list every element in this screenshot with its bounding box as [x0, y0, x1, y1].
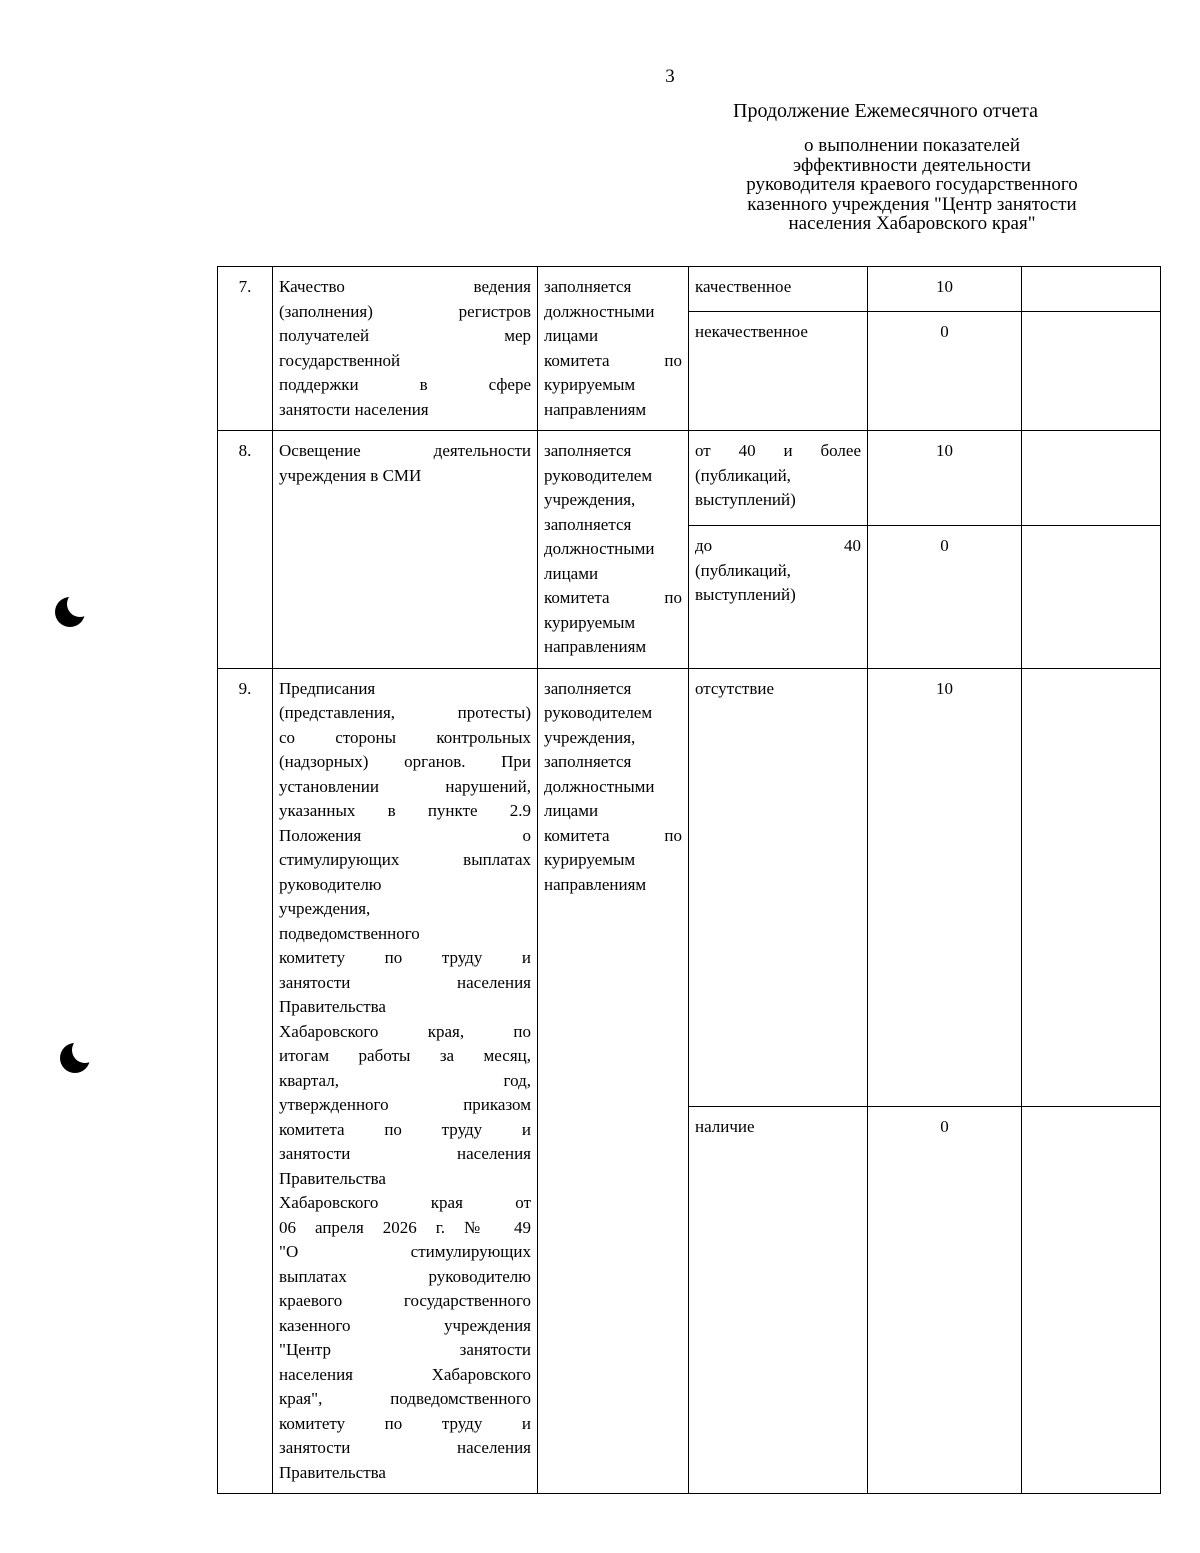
- criterion-text-line: (публикаций,: [695, 560, 791, 580]
- indicator-text-line: края", подведомственного: [279, 1389, 531, 1408]
- actual-value-cell: [1022, 526, 1161, 669]
- filled-by-text-line: должностными: [544, 539, 655, 558]
- filled-by-text-line: направлениям: [544, 874, 647, 894]
- filled-by-text-line: заполняется: [544, 678, 632, 698]
- criterion-text-line: выступлений): [695, 490, 796, 509]
- row-number: 8.: [218, 431, 273, 669]
- indicator-cell: [273, 668, 538, 1494]
- subtitle-line: руководителя краевого государственного: [746, 174, 1078, 195]
- criterion-text-line: выступлений): [695, 585, 796, 604]
- indicator-text-line: "О стимулирующих: [279, 1242, 531, 1261]
- indicator-text-line: руководителю: [279, 874, 382, 894]
- row-number: 7.: [218, 267, 273, 431]
- indicator-text-line: утвержденного приказом: [279, 1095, 531, 1114]
- criterion-text-line: от 40 и более: [695, 441, 861, 460]
- indicator-text-line: выплатах руководителю: [279, 1266, 531, 1286]
- indicator-text-line: со стороны контрольных: [279, 727, 531, 747]
- filled-by-text-line: направлениям: [544, 399, 647, 419]
- punch-hole-mark: [55, 597, 85, 627]
- filled-by-cell: [538, 267, 689, 431]
- filled-by-text-line: курируемым: [544, 375, 636, 394]
- indicator-text-line: Положения о: [279, 825, 531, 845]
- indicator-text-line: государственной: [279, 350, 401, 370]
- filled-by-cell: [538, 668, 689, 1494]
- indicator-text-line: квартал, год,: [279, 1070, 531, 1090]
- actual-value-cell: [1022, 431, 1161, 526]
- indicator-text-line: занятости населения: [279, 972, 531, 992]
- indicator-text-line: "Центр занятости: [279, 1340, 531, 1359]
- indicator-text-line: поддержки в сфере: [279, 375, 531, 394]
- points-cell: 0: [868, 1106, 1022, 1493]
- table-row: [218, 431, 1161, 526]
- filled-by-text-line: руководителем: [544, 465, 653, 485]
- indicator-text-line: установлении нарушений,: [279, 776, 531, 796]
- filled-by-text-line: курируемым: [544, 612, 636, 632]
- points-cell: 10: [868, 668, 1022, 1106]
- subtitle-line: эффективности деятельности: [793, 154, 1031, 176]
- filled-by-text-line: должностными: [544, 776, 655, 796]
- table-row: [218, 668, 1161, 1106]
- points-cell: 10: [868, 267, 1022, 312]
- criterion-text-line: качественное: [695, 277, 792, 296]
- filled-by-text-line: курируемым: [544, 850, 636, 869]
- criterion-cell: [689, 431, 868, 526]
- filled-by-text-line: учреждения,: [544, 490, 636, 509]
- filled-by-text-line: учреждения,: [544, 727, 636, 747]
- indicator-text-line: Качество ведения: [279, 277, 531, 296]
- filled-by-text-line: заполняется: [544, 514, 632, 534]
- indicator-cell: [273, 267, 538, 431]
- filled-by-text-line: заполняется: [544, 441, 632, 460]
- criterion-text-line: отсутствие: [695, 678, 775, 698]
- criterion-cell: [689, 1106, 868, 1493]
- criterion-text-line: (публикаций,: [695, 465, 791, 485]
- table-row: [218, 267, 1161, 312]
- report-subtitle: [700, 136, 1124, 234]
- filled-by-text-line: комитета по: [544, 350, 682, 370]
- indicator-text-line: Правительства: [279, 1462, 386, 1482]
- indicator-text-line: комитету по труду и: [279, 1413, 531, 1433]
- indicator-text-line: занятости населения: [279, 399, 429, 419]
- indicator-text-line: (представления, протесты): [279, 703, 531, 722]
- filled-by-text-line: лицами: [544, 801, 599, 820]
- filled-by-text-line: руководителем: [544, 703, 653, 722]
- filled-by-text-line: лицами: [544, 563, 599, 583]
- criterion-cell: [689, 526, 868, 669]
- criterion-cell: [689, 668, 868, 1106]
- subtitle-line: казенного учреждения "Центр занятости: [747, 193, 1077, 215]
- indicator-text-line: казенного учреждения: [279, 1315, 531, 1335]
- criterion-cell: [689, 267, 868, 312]
- criterion-text-line: до 40: [695, 536, 861, 555]
- indicators-table: [217, 266, 1161, 1494]
- indicator-text-line: учреждения в СМИ: [279, 465, 422, 485]
- indicator-text-line: итогам работы за месяц,: [279, 1046, 531, 1065]
- points-cell: 10: [868, 431, 1022, 526]
- filled-by-text-line: должностными: [544, 301, 655, 321]
- indicator-text-line: комитету по труду и: [279, 948, 531, 967]
- indicator-text-line: 06 апреля 2026 г. № 49: [279, 1217, 531, 1237]
- points-cell: 0: [868, 526, 1022, 669]
- indicator-text-line: населения Хабаровского: [279, 1364, 531, 1384]
- filled-by-text-line: заполняется: [544, 277, 632, 296]
- indicator-text-line: (заполнения) регистров: [279, 301, 531, 321]
- filled-by-cell: [538, 431, 689, 669]
- indicator-text-line: получателей мер: [279, 326, 531, 345]
- actual-value-cell: [1022, 267, 1161, 312]
- actual-value-cell: [1022, 312, 1161, 431]
- indicator-text-line: комитета по труду и: [279, 1119, 531, 1139]
- filled-by-text-line: лицами: [544, 326, 599, 345]
- indicator-text-line: подведомственного: [279, 923, 420, 943]
- row-number: 9.: [218, 668, 273, 1494]
- indicator-text-line: Хабаровского края от: [279, 1193, 531, 1212]
- indicator-text-line: Хабаровского края, по: [279, 1021, 531, 1041]
- criterion-text-line: наличие: [695, 1116, 755, 1136]
- indicator-text-line: занятости населения: [279, 1144, 531, 1163]
- subtitle-line: о выполнении показателей: [803, 135, 1021, 156]
- filled-by-text-line: направлениям: [544, 637, 647, 656]
- indicator-text-line: Правительства: [279, 997, 386, 1016]
- indicator-text-line: Освещение деятельности: [279, 441, 531, 460]
- indicator-text-line: стимулирующих выплатах: [279, 850, 531, 869]
- filled-by-text-line: комитета по: [544, 825, 682, 845]
- indicator-text-line: указанных в пункте 2.9: [279, 801, 531, 820]
- criterion-cell: [689, 312, 868, 431]
- indicator-text-line: (надзорных) органов. При: [279, 752, 531, 771]
- points-cell: 0: [868, 312, 1022, 431]
- indicator-cell: [273, 431, 538, 669]
- actual-value-cell: [1022, 1106, 1161, 1493]
- actual-value-cell: [1022, 668, 1161, 1106]
- filled-by-text-line: заполняется: [544, 752, 632, 771]
- indicator-text-line: учреждения,: [279, 899, 371, 918]
- punch-hole-mark: [60, 1043, 90, 1073]
- indicator-text-line: Правительства: [279, 1168, 386, 1188]
- indicator-text-line: Предписания: [279, 678, 376, 698]
- criterion-text-line: некачественное: [695, 322, 808, 341]
- indicator-text-line: краевого государственного: [279, 1291, 531, 1310]
- subtitle-line: населения Хабаровского края": [788, 213, 1036, 234]
- indicator-text-line: занятости населения: [279, 1438, 531, 1457]
- filled-by-text-line: комитета по: [544, 588, 682, 607]
- continuation-title: Продолжение Ежемесячного отчета: [733, 100, 1038, 122]
- page-number: 3: [665, 66, 675, 87]
